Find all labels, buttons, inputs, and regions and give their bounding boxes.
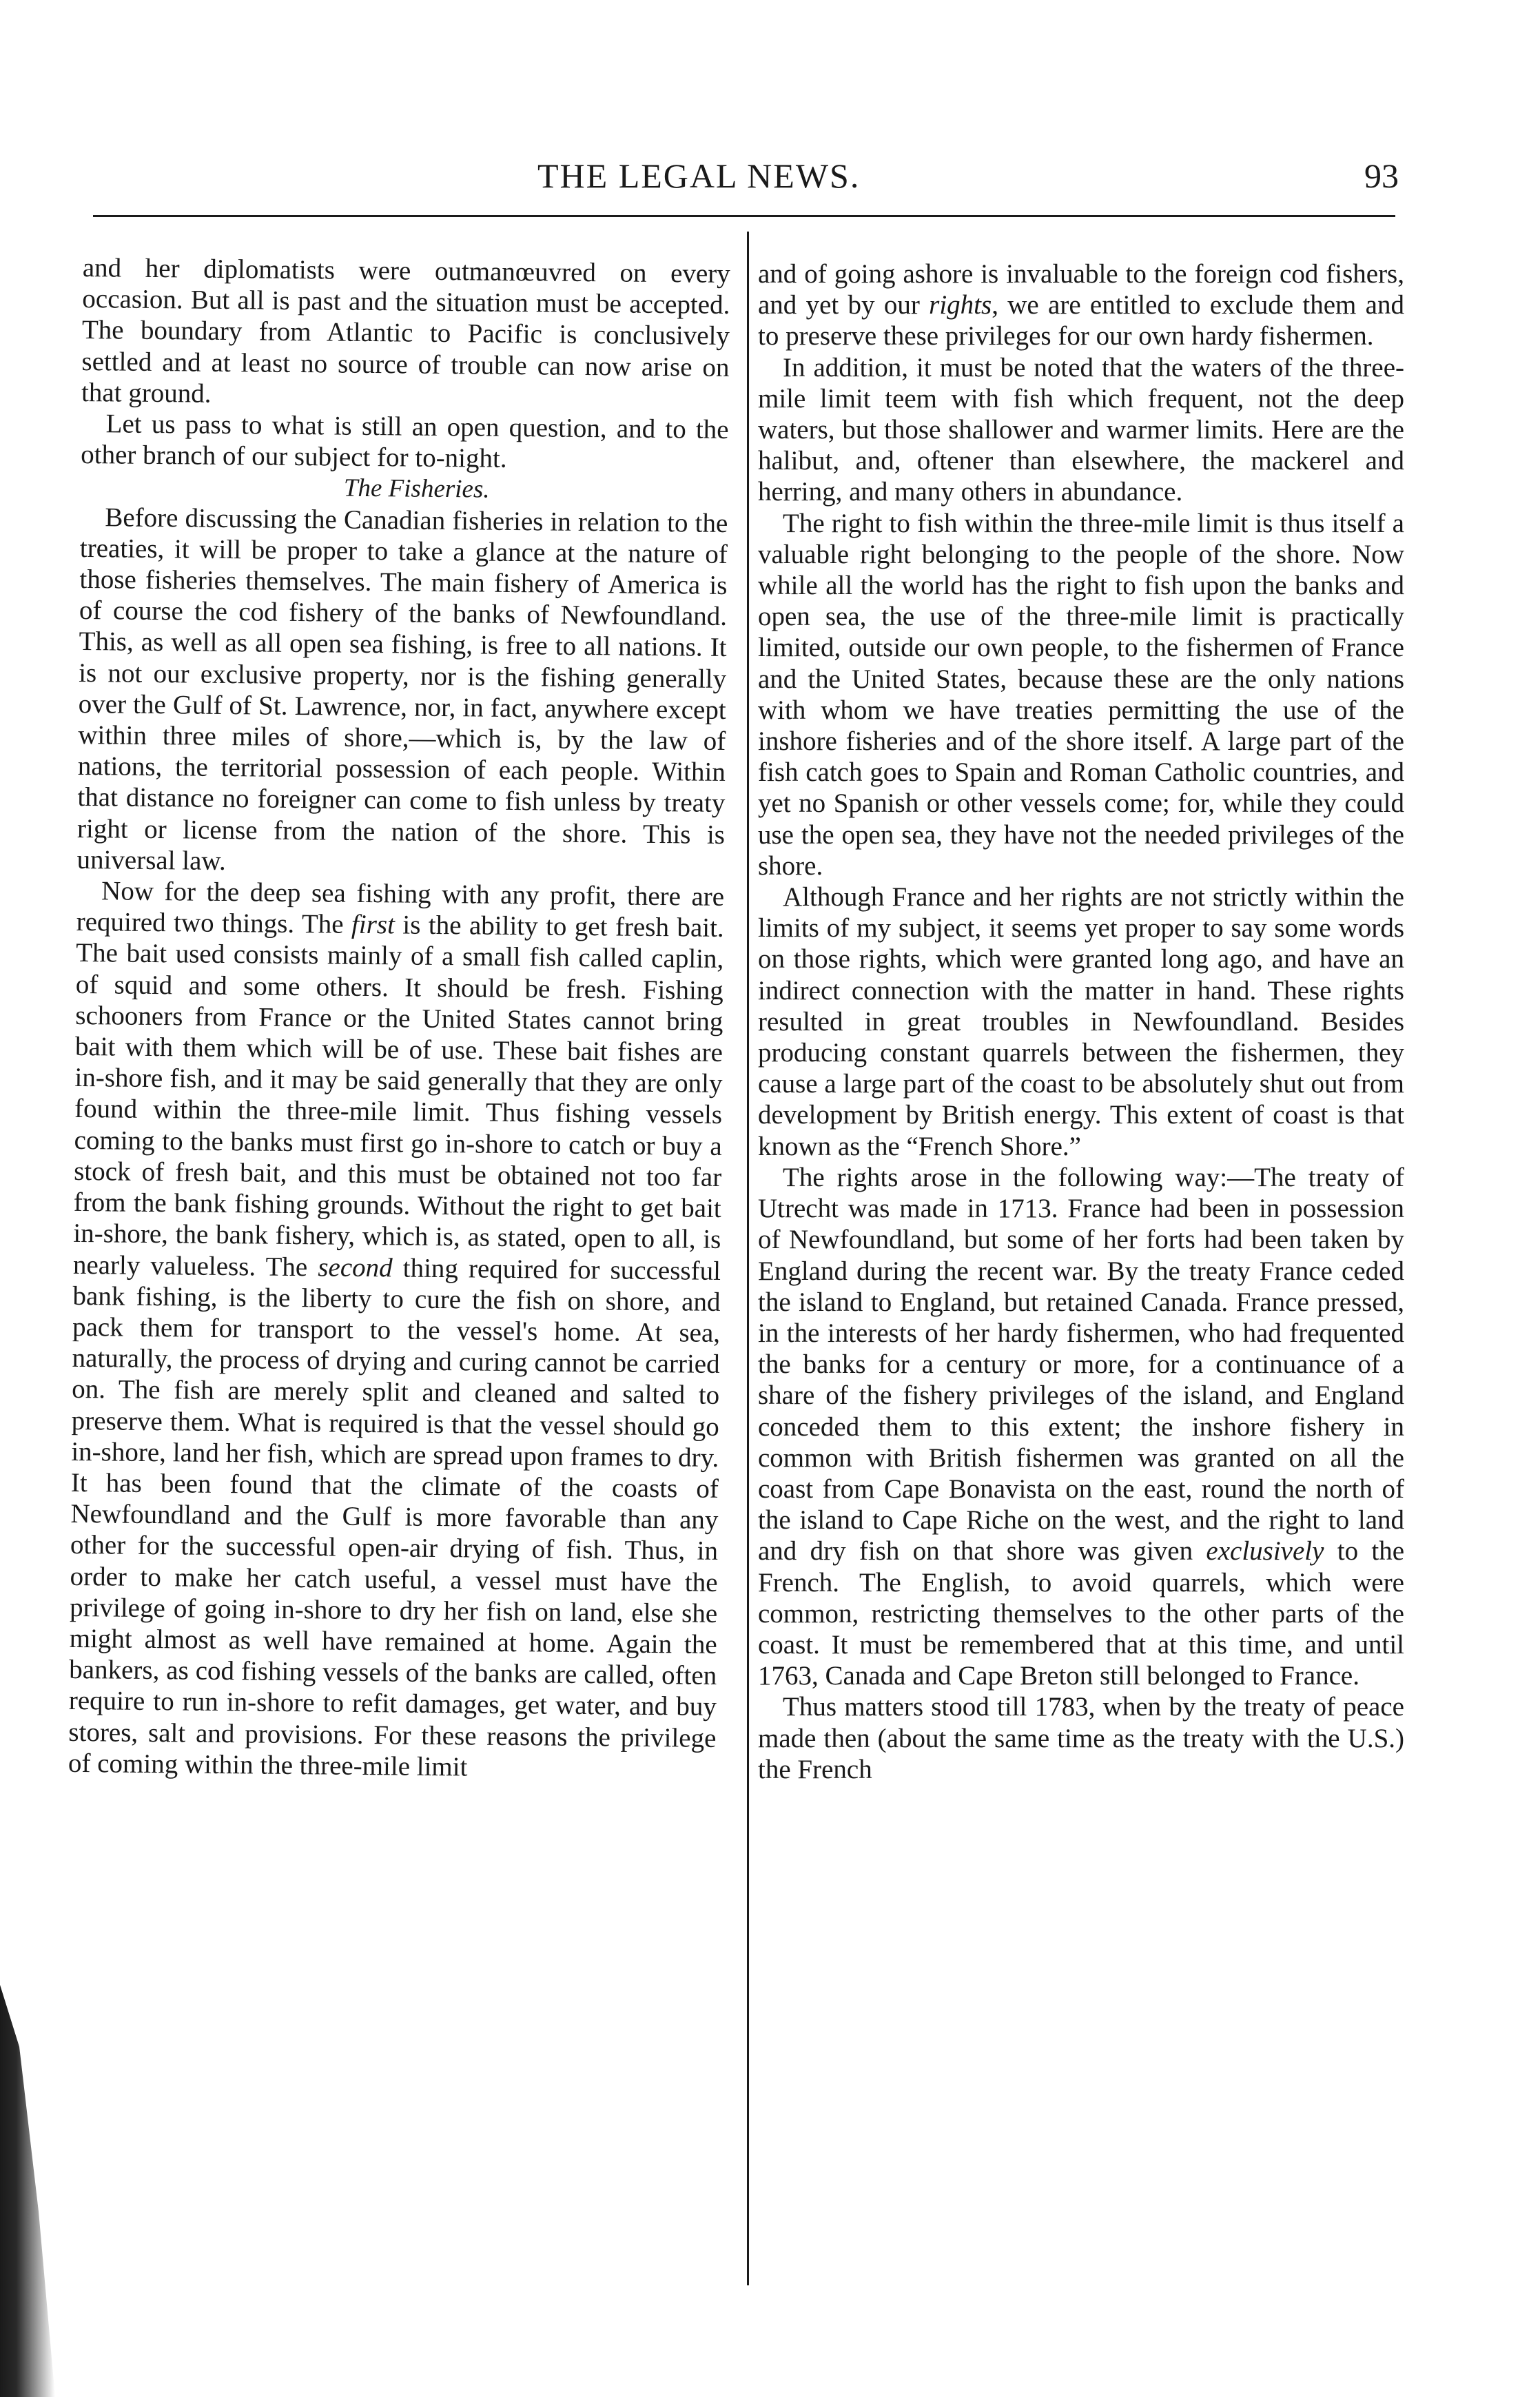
paragraph: In addition, it must be noted that the waters of the three-mile limit teem with fish which frequent, not the deep waters, but those shallower and warmer limits. Here are the halibut, and, oftener than elsewhere, the mackerel and herring, and many others in abundance. xyxy=(758,352,1404,507)
paragraph: Let us pass to what is still an open question, and to the other branch of our subject for to-night. xyxy=(81,409,729,474)
column-divider xyxy=(747,232,749,2285)
text-run: thing required for successful bank fishing, is the liberty to cure the fish on shore, and pack them for transport to the vessel's home. At sea, naturally, the process of drying and curing cannot be carried on. The fish are merely split and cleaned and salted to preserve them. What is required is that the vessel should go in-shore, land her fish, which are spread upon frames to dry. It has been found that the climate of the coasts of Newfoundland and the Gulf is more favorable than any other for the successful open-air drying of fish. Thus, in order to make her catch useful, a vessel must have the privilege of going in-shore to dry her fish on land, else she might almost as well have remained at home. Again the bankers, as cod fishing vessels of the banks are called, often require to run in-shore to refit damages, get water, and buy stores, salt and provisions. For these reasons the privilege of coming within the three-mile limit xyxy=(68,1252,721,1782)
text-run: is the ability to get fresh bait. The bait used consists mainly of a small fish called caplin, of squid and some others. It should be fresh. Fishing schooners from France or the United States cannot bring bait with them which will be of use. These bait fishes are in-shore fish, and it may be said generally that they are only found within the three-mile limit. Thus fishing vessels coming to the banks must first go in-shore to catch or buy a stock of fresh bait, and this must be obtained not too far from the bank fishing grounds. Without the right to get bait in-shore, the bank fishery, which is, as stated, open to all, is nearly valueless. The xyxy=(72,910,724,1282)
text-run: , we are entitled to exclude them and to preserve these privileges for our own hardy fishermen. xyxy=(758,290,1404,351)
page-number: 93 xyxy=(1364,156,1399,195)
paragraph xyxy=(68,875,725,1785)
paragraph xyxy=(758,1162,1404,1691)
header-rule xyxy=(93,215,1395,217)
paragraph xyxy=(758,258,1404,352)
emphasis: first xyxy=(351,910,396,940)
paragraph: The right to fish within the three-mile limit is thus itself a valuable right belonging to the people of the shore. Now while all the world has the right to fish upon the banks and open sea, the use of the three-mile limit is practically limited, outside our own people, to the fishermen of France and the United States, because these are the only nations with whom we have treaties permitting the use of the inshore fisheries and of the shore itself. A large part of the fish catch goes to Spain and Roman Catholic countries, and yet no Spanish or other vessels come; for, while they could use the open sea, they have not the needed privileges of the shore. xyxy=(758,508,1404,881)
journal-title: THE LEGAL NEWS. xyxy=(537,156,861,195)
emphasis: rights xyxy=(929,290,992,320)
text-run: to the French. The English, to avoid quarrels, which were common, restricting themselves to the other parts of the coast. It must be remembered that at this time, and until 1763, Canada and Cape Breton still belonged to France. xyxy=(758,1536,1404,1691)
right-column xyxy=(758,258,1404,1785)
section-heading: The Fisheries. xyxy=(343,474,490,504)
paragraph: Thus matters stood till 1783, when by the treaty of peace made then (about the same time as the treaty with the U.S.) the French xyxy=(758,1692,1404,1784)
left-column xyxy=(68,252,730,1785)
text-run: and of going ashore is invaluable to the foreign cod fishers, and yet by our xyxy=(758,259,1404,320)
paragraph: and her diplomatists were outmanœuvred on every occasion. But all is past and the situation must be accepted. The boundary from Atlantic to Pacific is conclusively settled and at least no source of trouble can now arise on that ground. xyxy=(81,252,730,409)
paragraph: Before discussing the Canadian fisheries in relation to the treaties, it will be proper to take a glance at the nature of those fisheries themselves. The main fishery of America is of course the cod fishery of the banks of Newfoundland. This, as well as all open sea fishing, is free to all nations. It is not our exclusive property, nor is the fishing generally over the Gulf of St. Lawrence, nor, in fact, anywhere except within three miles of shore,—which is, by the law of nations, the territorial possession of each people. Within that distance no foreigner can come to fish unless by treaty right or license from the nation of the shore. This is universal law. xyxy=(76,502,728,876)
paragraph: Although France and her rights are not strictly within the limits of my subject, it seems yet proper to say some words on those rights, which were granted long ago, and have an indirect connection with the matter in hand. These rights resulted in great troubles in Newfoundland. Besides producing constant quarrels between the fishermen, they cause a large part of the coast to be absolutely shut out from development by British energy. This extent of coast is that known as the “French Shore.” xyxy=(758,882,1404,1161)
text-run: Now for the deep sea fishing with any profit, there are required two things. The xyxy=(76,876,725,940)
page-edge-shadow xyxy=(0,1985,55,2397)
page-header xyxy=(0,152,1540,214)
emphasis: second xyxy=(318,1252,393,1283)
emphasis: exclusively xyxy=(1206,1536,1324,1567)
text-run: The rights arose in the following way:—The treaty of Utrecht was made in 1713. France had been in possession of Newfoundland, but some of her forts had been taken by England during the recent war. By the treaty France ceded the island to England, but retained Canada. France pressed, in the interests of her hardy fishermen, who had frequented the banks for a century or more, for a continuance of a share of the fishery privileges of the island, and England conceded them to this extent; the inshore fishery in common with British fishermen was granted on all the coast from Cape Bonavista on the east, round the north of the island to Cape Riche on the west, and the right to land and dry fish on that shore was given xyxy=(758,1162,1404,1567)
